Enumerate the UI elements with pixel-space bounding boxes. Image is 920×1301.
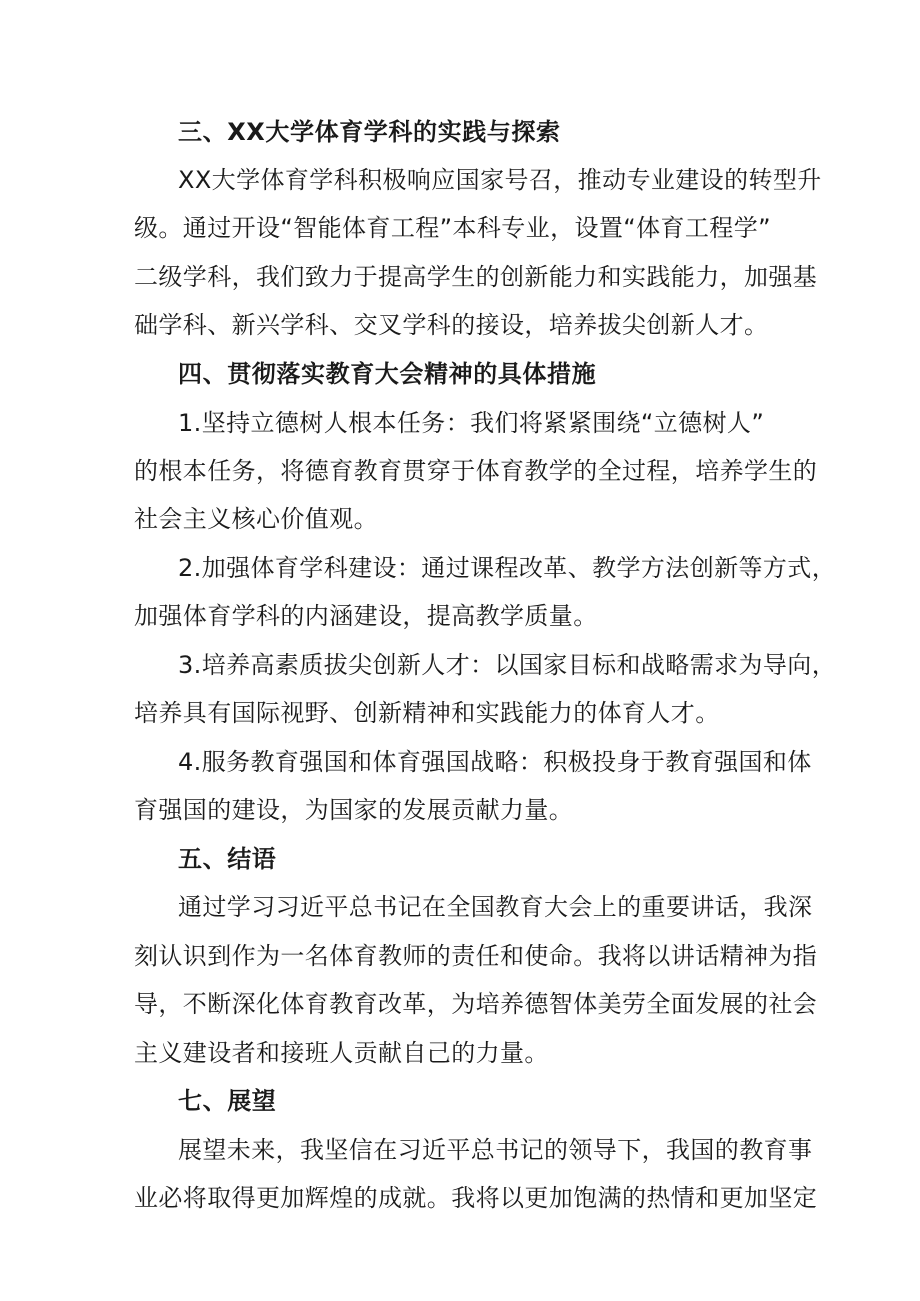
paragraph-line: 二级学科，我们致力于提高学生的创新能力和实践能力，加强基 xyxy=(134,263,818,291)
paragraph-line: 业必将取得更加辉煌的成就。我将以更加饱满的热情和更加坚定 xyxy=(134,1184,818,1212)
section-heading: 五、结语 xyxy=(178,845,277,873)
section-heading: 四、贯彻落实教育大会精神的具体措施 xyxy=(178,360,597,388)
section-heading: 七、展望 xyxy=(178,1087,277,1115)
paragraph-line: 础学科、新兴学科、交叉学科的接设，培养拔尖创新人才。 xyxy=(134,311,769,339)
list-item-line: 社会主义核心价值观。 xyxy=(134,505,378,533)
paragraph-line: 导，不断深化体育教育改革，为培养德智体美劳全面发展的社会 xyxy=(134,990,818,1018)
list-item-line: 育强国的建设，为国家的发展贡献力量。 xyxy=(134,796,574,824)
list-item-line: 培养具有国际视野、创新精神和实践能力的体育人才。 xyxy=(134,699,720,727)
list-item-line: 1.坚持立德树人根本任务：我们将紧紧围绕“立德树人” xyxy=(178,409,765,437)
paragraph-line: 刻认识到作为一名体育教师的责任和使命。我将以讲话精神为指 xyxy=(134,942,818,970)
paragraph-line: XX大学体育学科积极响应国家号召，推动专业建设的转型升 xyxy=(178,166,822,194)
paragraph-line: 主义建设者和接班人贡献自己的力量。 xyxy=(134,1039,549,1067)
list-item-line: 3.培养高素质拔尖创新人才：以国家目标和战略需求为导向， xyxy=(178,651,837,679)
section-heading: 三、XX大学体育学科的实践与探索 xyxy=(178,118,561,146)
paragraph-line: 通过学习习近平总书记在全国教育大会上的重要讲话，我深 xyxy=(178,893,813,921)
paragraph-line: 展望未来，我坚信在习近平总书记的领导下，我国的教育事 xyxy=(178,1136,813,1164)
list-item-line: 加强体育学科的内涵建设，提高教学质量。 xyxy=(134,602,598,630)
paragraph-line: 级。通过开设“智能体育工程”本科专业，设置“体育工程学” xyxy=(134,214,771,242)
list-item-line: 2.加强体育学科建设：通过课程改革、教学方法创新等方式， xyxy=(178,554,837,582)
list-item-line: 4.服务教育强国和体育强国战略：积极投身于教育强国和体 xyxy=(178,748,812,776)
list-item-line: 的根本任务，将德育教育贯穿于体育教学的全过程，培养学生的 xyxy=(134,457,818,485)
